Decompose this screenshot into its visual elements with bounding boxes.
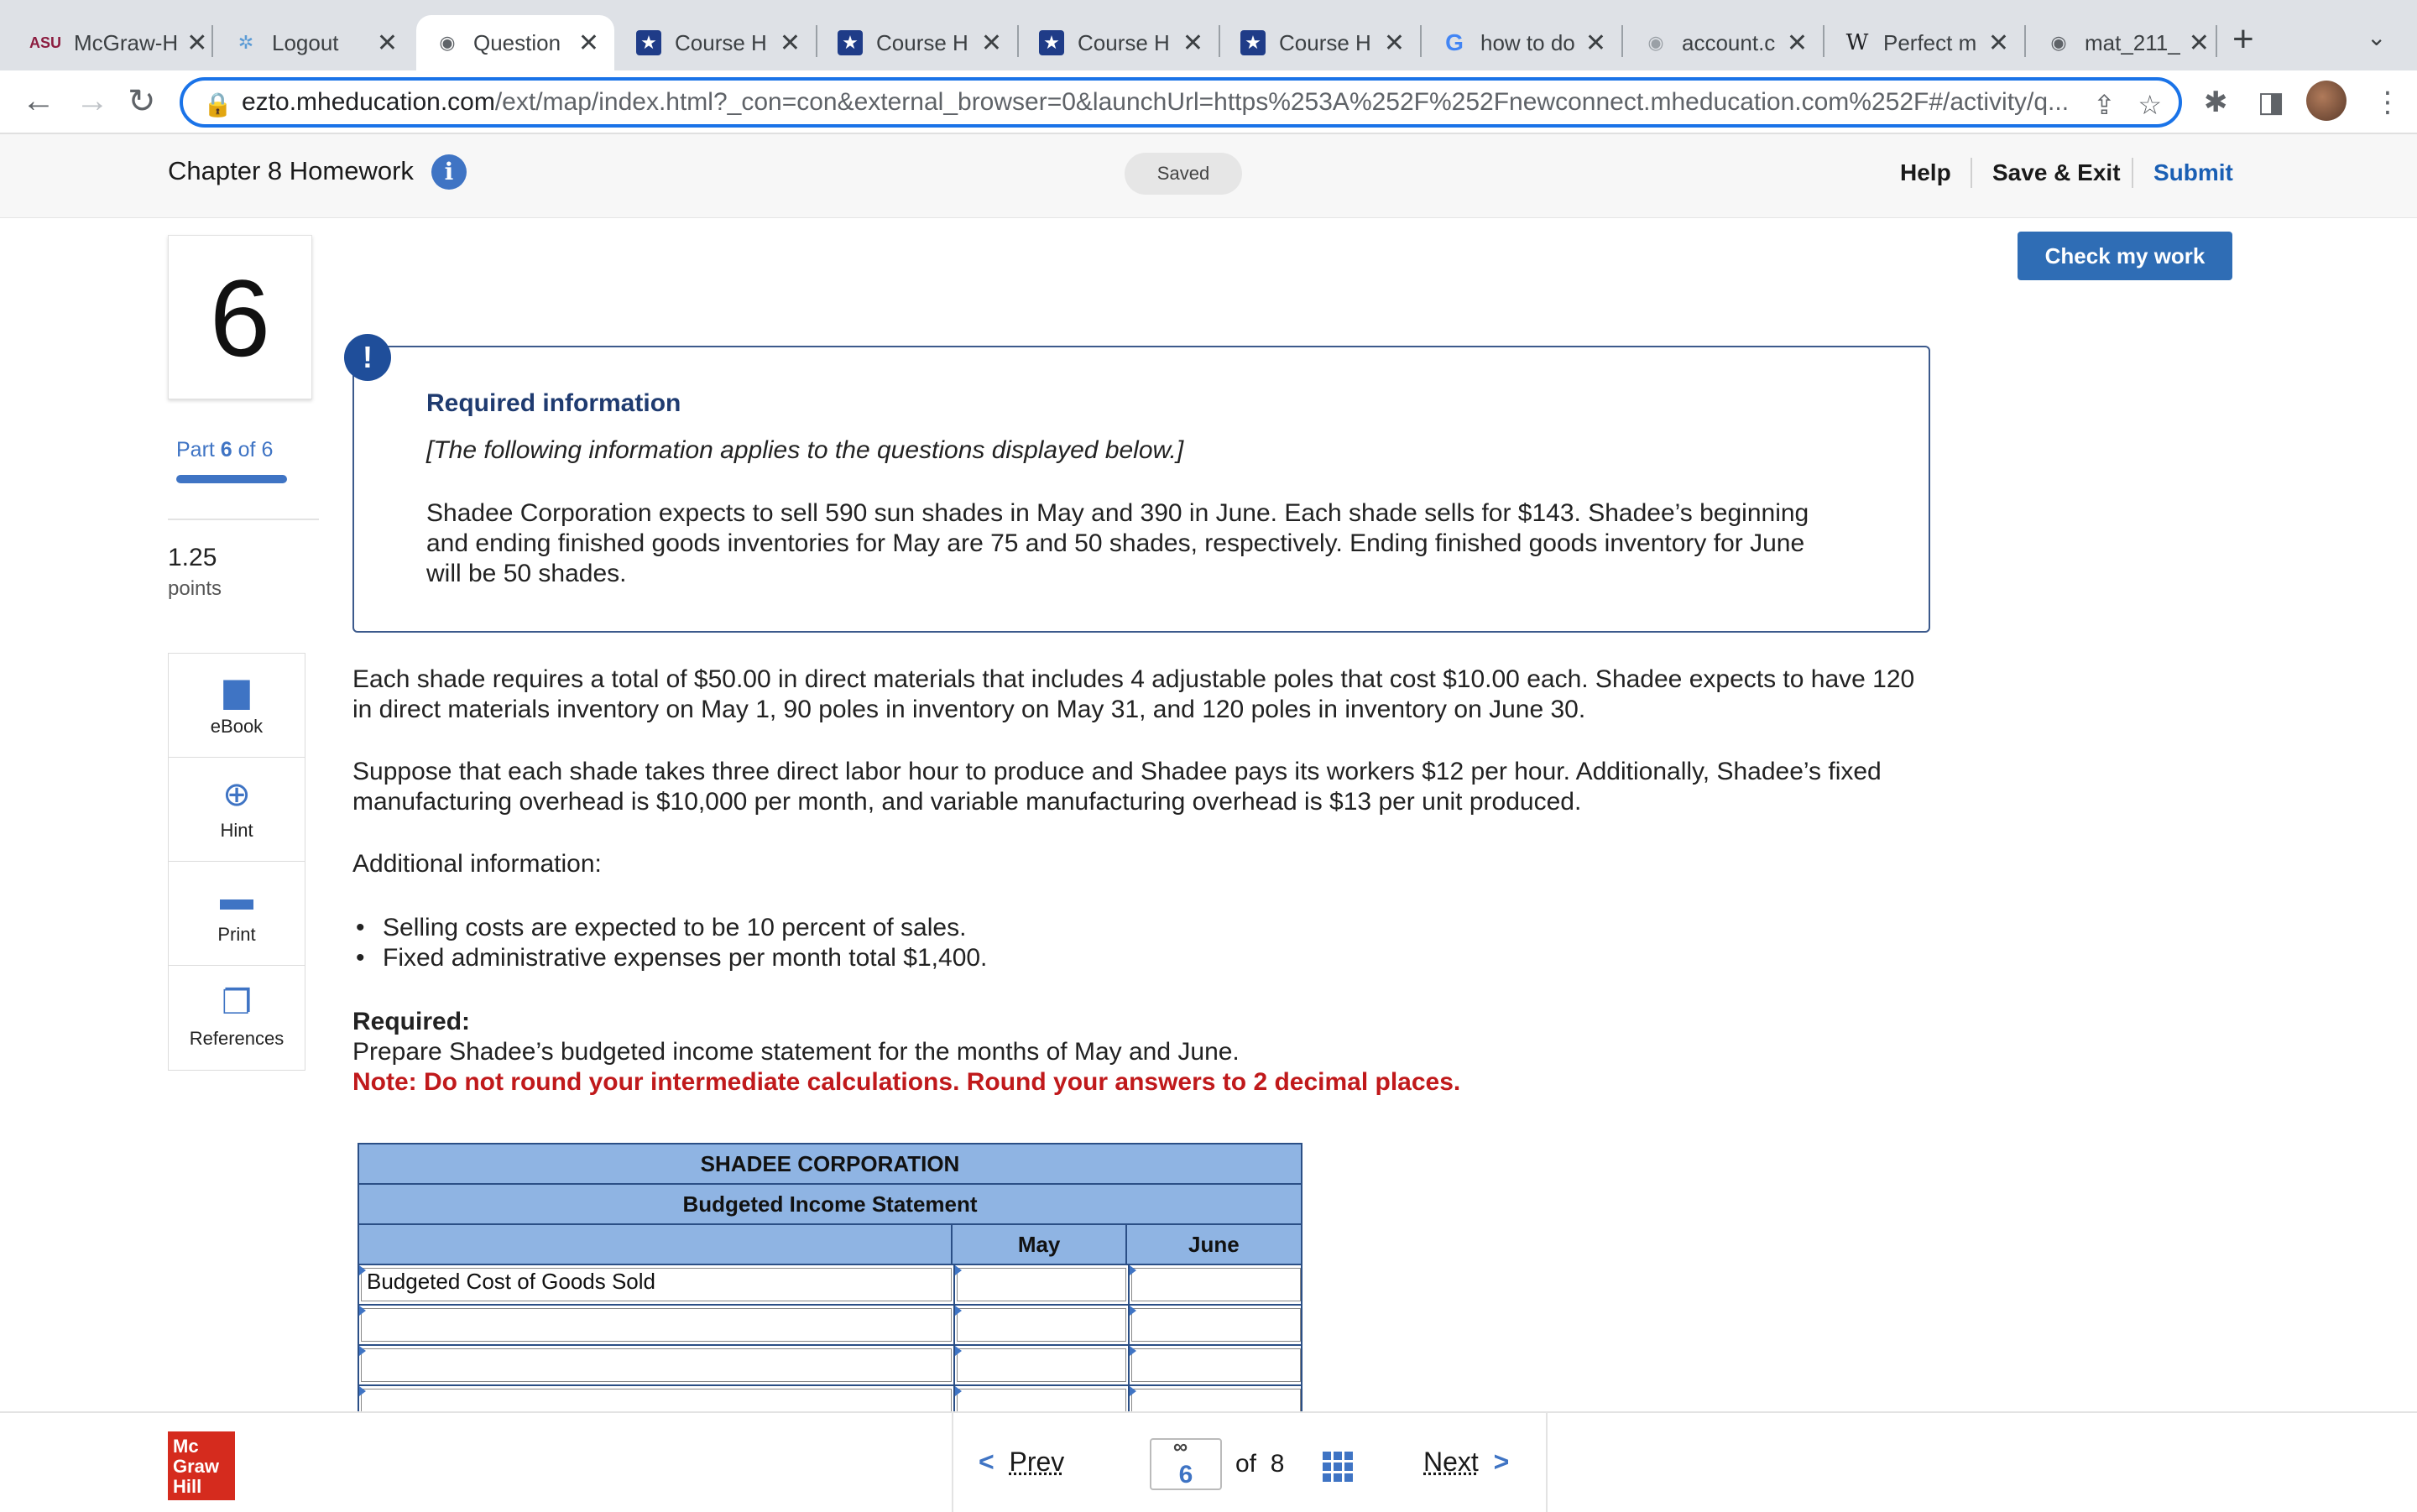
browser-tab[interactable]: ASU McGraw-H ✕ <box>29 29 208 57</box>
part-suffix: of 6 <box>232 438 274 461</box>
printer-icon: ▬ <box>220 879 253 917</box>
june-value-cell <box>1130 1265 1302 1304</box>
row-label-cell <box>359 1306 955 1344</box>
part-current: 6 <box>220 438 232 461</box>
june-value-input[interactable] <box>1131 1308 1301 1342</box>
part-indicator <box>176 438 273 462</box>
tools-panel <box>168 653 305 1071</box>
star-badge-icon: ★ <box>636 30 661 55</box>
row-label-dropdown[interactable] <box>361 1348 952 1382</box>
hint-button[interactable] <box>169 758 305 862</box>
submit-link[interactable]: Submit <box>2153 159 2233 185</box>
browser-tab[interactable]: W Perfect m ✕ <box>1845 29 2009 57</box>
close-tab-icon[interactable]: ✕ <box>376 29 398 57</box>
saved-status-badge: Saved <box>1125 153 1242 195</box>
globe-icon: ◉ <box>2050 32 2067 53</box>
question-paragraph: Suppose that each shade takes three direct labor hour to produce and Shadee pays its workers $12 per hour. Additionally, Shadee’s fixed manufacturing overhead is $10,000 per month, and variable manufacturing overhead is $13 per unit produced. <box>352 758 1882 816</box>
references-button[interactable] <box>169 966 305 1070</box>
browser-menu-icon[interactable]: ⋮ <box>2373 86 2402 118</box>
may-value-cell <box>955 1346 1130 1384</box>
tab-separator <box>816 25 817 57</box>
required-heading: Required: <box>352 1008 471 1035</box>
total-pages: 8 <box>1270 1450 1285 1478</box>
tab-separator <box>1017 25 1019 57</box>
close-tab-icon[interactable]: ✕ <box>1786 29 1808 57</box>
next-button[interactable] <box>1423 1447 1509 1478</box>
points-value: 1.25 <box>168 544 217 571</box>
close-tab-icon[interactable]: ✕ <box>577 29 599 57</box>
rail-divider <box>168 519 319 520</box>
of-label: of <box>1235 1450 1257 1478</box>
browser-tab[interactable]: ◉ account.c ✕ <box>1625 15 1823 70</box>
budgeted-income-statement-table <box>358 1143 1302 1428</box>
close-tab-icon[interactable]: ✕ <box>2188 29 2210 57</box>
save-exit-link[interactable]: Save & Exit <box>1992 159 2121 185</box>
close-tab-icon[interactable]: ✕ <box>1383 29 1405 57</box>
company-name: SHADEE CORPORATION <box>700 1150 960 1176</box>
close-tab-icon[interactable]: ✕ <box>1182 29 1203 57</box>
header-separator <box>1971 158 1972 188</box>
browser-tab[interactable]: ★ Course H ✕ <box>819 15 1017 70</box>
tab-separator <box>1420 25 1422 57</box>
browser-tab[interactable]: ★ Course H ✕ <box>618 15 816 70</box>
asu-icon: ASU <box>29 34 62 51</box>
points-label: points <box>168 577 222 600</box>
references-label: References <box>189 1028 285 1049</box>
june-value-input[interactable] <box>1131 1348 1301 1382</box>
browser-toolbar <box>0 70 2417 134</box>
close-tab-icon[interactable]: ✕ <box>980 29 1002 57</box>
current-page-number: 6 <box>1178 1461 1193 1489</box>
required-instruction: Prepare Shadee’s budgeted income statement for the months of May and June. <box>352 1038 1240 1066</box>
table-row <box>359 1306 1301 1346</box>
tab-separator <box>1621 25 1623 57</box>
next-label: Next <box>1423 1447 1479 1477</box>
close-tab-icon[interactable]: ✕ <box>186 29 208 57</box>
browser-tab-strip <box>0 0 2417 70</box>
statement-name: Budgeted Income Statement <box>682 1191 978 1217</box>
june-value-input[interactable] <box>1131 1268 1301 1301</box>
ebook-button[interactable] <box>169 654 305 758</box>
ebook-label: eBook <box>210 715 264 737</box>
browser-tab[interactable]: ★ Course H ✕ <box>1021 15 1219 70</box>
may-value-input[interactable] <box>957 1308 1126 1342</box>
logout-icon: ✲ <box>238 32 254 53</box>
list-item: • Selling costs are expected to be 10 percent of sales. <box>383 913 987 943</box>
close-tab-icon[interactable]: ✕ <box>1584 29 1606 57</box>
row-label-dropdown[interactable]: Budgeted Cost of Goods Sold <box>361 1268 952 1301</box>
print-button[interactable] <box>169 862 305 966</box>
part-progress-bar <box>176 475 287 483</box>
google-icon: G <box>1445 29 1464 55</box>
check-my-work-button[interactable]: Check my work <box>2018 232 2232 280</box>
omnibox-actions <box>2093 89 2162 121</box>
label-column-header <box>359 1225 953 1264</box>
back-arrow-icon[interactable]: ← <box>22 82 55 119</box>
header-separator <box>2132 158 2133 188</box>
star-badge-icon: ★ <box>1039 30 1064 55</box>
share-icon[interactable]: ⇪ <box>2092 90 2116 120</box>
tab-separator <box>1219 25 1220 57</box>
pagination <box>952 1413 1548 1512</box>
required-info-body: Shadee Corporation expects to sell 590 sun shades in May and 390 in June. Each shade sells for $143. Shadee’s beginning and ending finished goods inventories for May are 75 and 50 shades, respectively. Ending finished goods inventory for June will be 50 shades. <box>426 499 1809 587</box>
tab-search-chevron-icon[interactable]: ⌄ <box>2367 24 2387 50</box>
may-value-input[interactable] <box>957 1268 1126 1301</box>
part-prefix: Part <box>176 438 221 461</box>
browser-tab[interactable]: G how to do ✕ <box>1423 15 1621 70</box>
row-label-cell <box>359 1346 955 1384</box>
forward-arrow-icon[interactable]: → <box>76 82 109 119</box>
copy-icon: ❐ <box>222 984 252 1021</box>
tab-separator <box>211 25 213 57</box>
additional-info-list <box>383 913 987 973</box>
may-value-input[interactable] <box>957 1348 1126 1382</box>
may-value-cell <box>955 1306 1130 1344</box>
tab-separator <box>1823 25 1824 57</box>
browser-tab[interactable]: ✲ Logout ✕ <box>215 15 413 70</box>
prev-button[interactable] <box>979 1447 1064 1478</box>
question-number: 6 <box>168 235 312 399</box>
address-bar[interactable] <box>180 77 2182 128</box>
row-label-dropdown[interactable] <box>361 1308 952 1342</box>
may-column-header: May <box>953 1225 1126 1264</box>
chevron-left-icon: < <box>979 1447 994 1477</box>
assignment-title: Chapter 8 Homework <box>168 156 414 185</box>
table-title-row <box>359 1144 1301 1185</box>
tab-separator <box>2216 25 2217 57</box>
close-tab-icon[interactable]: ✕ <box>1987 29 2009 57</box>
new-tab-button[interactable]: + <box>2232 18 2254 60</box>
globe-icon: ◉ <box>1647 32 1664 53</box>
required-info-subtitle: [The following information applies to the questions displayed below.] <box>426 436 1184 464</box>
question-grid-icon[interactable] <box>1323 1452 1353 1482</box>
answer-table-viewport <box>358 1143 1302 1401</box>
bookmark-star-icon[interactable]: ☆ <box>2138 90 2162 120</box>
additional-info-heading: Additional information: <box>352 850 602 878</box>
link-icon: ∞ <box>1173 1436 1188 1458</box>
close-tab-icon[interactable]: ✕ <box>779 29 801 57</box>
june-value-cell <box>1130 1346 1302 1384</box>
lock-icon: 🔒 <box>203 91 232 117</box>
current-page-box[interactable] <box>1150 1438 1222 1490</box>
url-host: ezto.mheducation.com <box>242 88 495 116</box>
table-row <box>359 1265 1301 1306</box>
side-panel-icon[interactable]: ◨ <box>2258 86 2285 118</box>
print-label: Print <box>217 923 256 945</box>
hint-label: Hint <box>220 819 253 841</box>
browser-tab-active[interactable]: ◉ Question ✕ <box>416 15 614 70</box>
june-column-header: June <box>1188 1231 1240 1257</box>
required-info-title: Required information <box>426 389 681 417</box>
required-information-box <box>352 346 1930 633</box>
page-count <box>1235 1450 1284 1478</box>
table-row <box>359 1346 1301 1386</box>
star-badge-icon: ★ <box>1240 30 1266 55</box>
alert-icon: ! <box>344 334 391 381</box>
app-header <box>0 134 2417 218</box>
info-icon[interactable]: i <box>431 154 467 190</box>
may-value-cell <box>955 1265 1130 1304</box>
june-value-cell <box>1130 1306 1302 1344</box>
browser-tab[interactable]: ★ Course H ✕ <box>1222 15 1420 70</box>
rounding-note: Note: Do not round your intermediate calculations. Round your answers to 2 decimal places. <box>352 1068 1461 1096</box>
star-badge-icon: ★ <box>838 30 863 55</box>
prev-label: Prev <box>1009 1447 1065 1477</box>
footer <box>0 1411 2417 1510</box>
list-item: • Fixed administrative expenses per month total $1,400. <box>383 943 987 973</box>
tab-separator <box>2024 25 2026 57</box>
table-subtitle-row <box>359 1185 1301 1225</box>
row-label-cell <box>359 1265 955 1304</box>
url-path: /ext/map/index.html?_con=con&external_browser=0&launchUrl=https%253A%252F%252Fnewconnect.mheducation.com%252F#/activity/q... <box>494 88 2070 116</box>
chevron-right-icon: > <box>1493 1447 1510 1477</box>
wikipedia-icon: W <box>1845 30 1869 55</box>
reload-icon[interactable]: ↻ <box>128 83 156 120</box>
profile-avatar[interactable] <box>2306 81 2347 121</box>
mcgraw-hill-logo: Mc Graw Hill <box>168 1431 235 1500</box>
lifebuoy-icon: ⊕ <box>222 775 251 813</box>
table-header-row <box>359 1225 1301 1265</box>
help-link[interactable]: Help <box>1900 159 1951 185</box>
book-icon: ▆ <box>223 671 250 709</box>
question-paragraph: Each shade requires a total of $50.00 in direct materials that includes 4 adjustable poles that cost $10.00 each. Shadee expects to have 120 in direct materials inventory on May 1, 90 poles in inventory on May 31, and 120 poles in inventory on June 30. <box>352 665 1915 723</box>
browser-tab[interactable]: ◉ mat_211_ ✕ <box>2028 15 2216 70</box>
globe-icon: ◉ <box>439 32 456 53</box>
extensions-puzzle-icon[interactable]: ✱ <box>2204 86 2228 118</box>
